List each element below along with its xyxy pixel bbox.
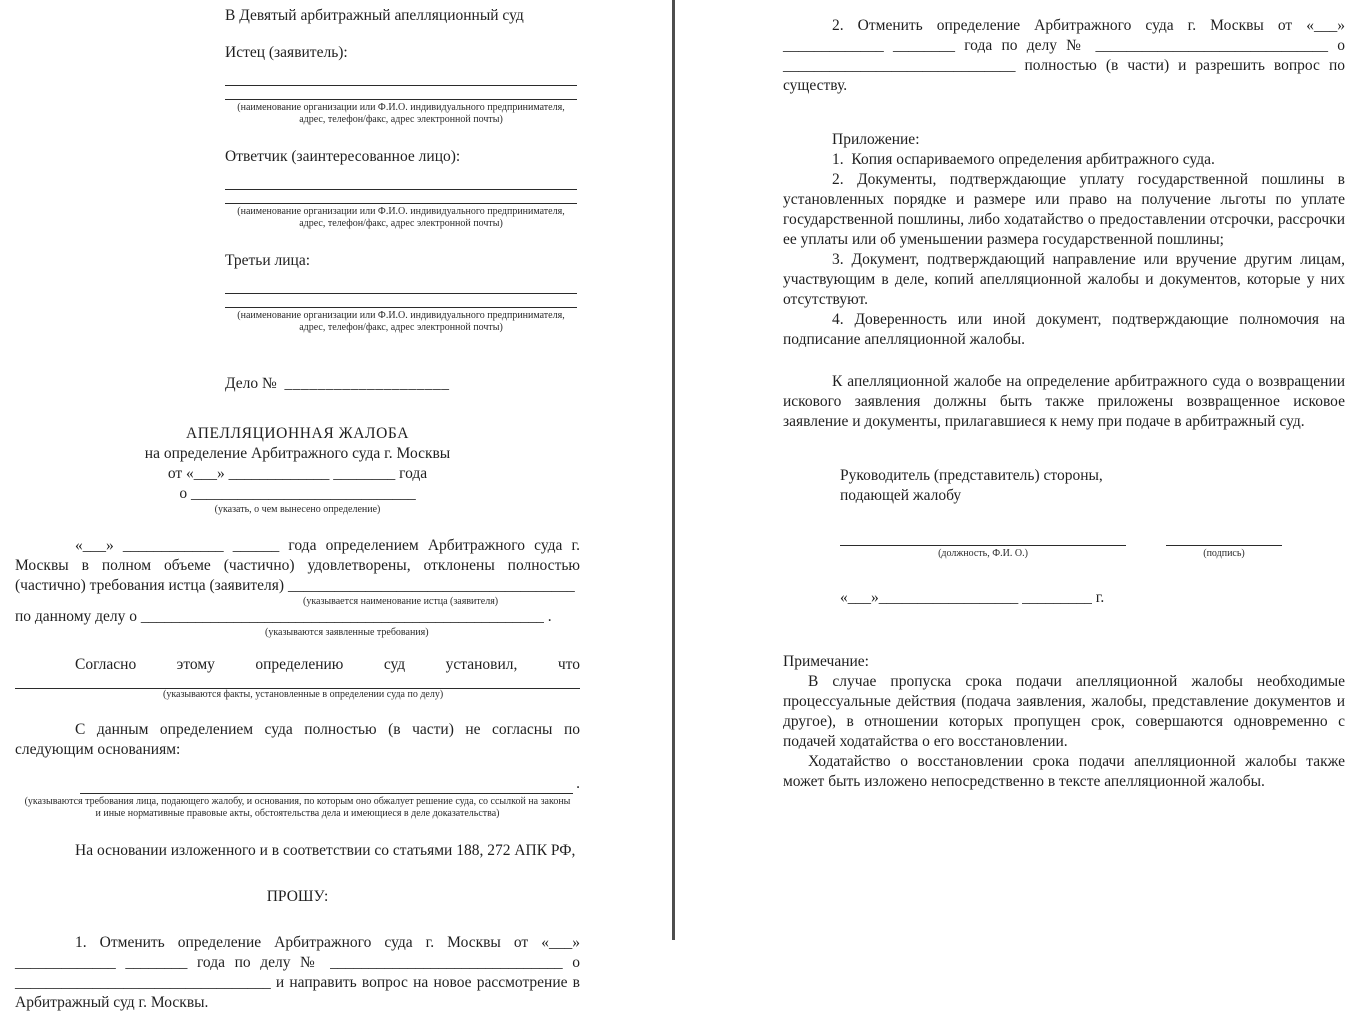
paragraph-determination-summary: «___» _____________ ______ года определением Арбитражного суда г. Москвы в полном объеме (частично) удовлетворены, отклонены полностью (частично) требования истца (заявителя) _____________________________________: [15, 536, 580, 596]
page-right: [783, 0, 1345, 792]
blank-field-line: [80, 780, 573, 794]
blank-field-line: [225, 73, 577, 86]
blank-field-line: [225, 86, 577, 100]
attachment-item: 2. Документы, подтверждающие уплату государственной пошлины в установленных порядке и размере или право на получение льготы по уплате государственной пошлины, либо ходатайство о предоставлении отсрочки, рассрочки ее уплаты или об уменьшении размера государственной пошлины;: [783, 170, 1345, 250]
blank-field-line: [225, 190, 577, 204]
grounds-blank-field: [15, 774, 580, 794]
complaint-title: АПЕЛЛЯЦИОННАЯ ЖАЛОБА: [15, 424, 580, 444]
page-divider: [672, 0, 675, 940]
page-left: [15, 0, 580, 1013]
complaint-subtitle: на определение Арбитражного суда г. Москвы: [15, 444, 580, 464]
signature-hints: [840, 548, 1345, 560]
determination-date-line: от «___» _____________ ________ года: [15, 464, 580, 484]
case-number-blank: ____________________: [285, 375, 450, 392]
signer-role-line-1: Руководитель (представитель) стороны,: [840, 466, 1345, 486]
blank-field-line: [15, 675, 580, 689]
attachment-item: 1. Копия оспариваемого определения арбитражного суда.: [783, 150, 1345, 170]
third-parties-label: Третьи лица:: [225, 251, 577, 271]
paragraph-disagreement: С данным определением суда полностью (в части) не согласны по следующим основаниям:: [15, 720, 580, 760]
respondent-label: Ответчик (заинтересованное лицо):: [225, 147, 577, 167]
blank-field-line: [225, 294, 577, 308]
note-heading: Примечание:: [783, 652, 1345, 672]
determination-subject-hint: (указать, о чем вынесено определение): [15, 504, 580, 516]
attachments-block: [783, 130, 1345, 350]
plaintiff-name-hint: (указывается наименование истца (заявителя): [303, 596, 580, 608]
court-address-block: [225, 0, 577, 394]
request-heading: ПРОШУ:: [15, 887, 580, 907]
signature-lines: [840, 532, 1345, 546]
position-name-blank-line: [840, 532, 1126, 546]
attachment-item: 4. Доверенность или иной документ, подтверждающие полномочия на подписание апелляционной жалобы.: [783, 310, 1345, 350]
position-hint: (должность, Ф.И. О.): [840, 548, 1126, 560]
signature-hint: (подпись): [1166, 548, 1282, 560]
third-parties-field-hint: (наименование организации или Ф.И.О. индивидуального предпринимателя, адрес, телефон/факс, адрес электронной почты): [225, 310, 577, 333]
paragraph-court-found: Согласно этому определению суд установил, что: [15, 655, 580, 675]
case-number-line: [225, 374, 577, 394]
complaint-title-block: [15, 424, 580, 516]
complaint-body: [15, 536, 580, 1013]
claims-hint: (указываются заявленные требования): [265, 627, 580, 639]
return-note-paragraph: К апелляционной жалобе на определение арбитражного суда о возвращении искового заявления должны быть также приложены возвращенное исковое заявление и документы, прилагавшиеся к нему при подаче в арбитражный суд.: [783, 372, 1345, 432]
grounds-period: .: [573, 774, 580, 794]
signer-role-block: [840, 466, 1345, 506]
paragraph-case-subject: по данному делу о ____________________________________________________ .: [15, 607, 580, 627]
case-number-label: Дело №: [225, 375, 277, 392]
request-item-2: 2. Отменить определение Арбитражного суда г. Москвы от «___» _____________ ________ года по делу № ______________________________ о ______________________________ полностью (в части) и разрешить вопрос по существу.: [783, 0, 1345, 96]
plaintiff-blank-field: [225, 73, 577, 100]
blank-field-line: [225, 281, 577, 294]
court-name: В Девятый арбитражный апелляционный суд: [225, 6, 577, 26]
facts-hint: (указываются факты, установленные в определении суда по делу): [163, 689, 580, 701]
attachment-item: 3. Документ, подтверждающий направление или вручение другим лицам, участвующим в деле, копий апелляционной жалобы и документов, которые у них отсутствуют.: [783, 250, 1345, 310]
plaintiff-field-hint: (наименование организации или Ф.И.О. индивидуального предпринимателя, адрес, телефон/факс, адрес электронной почты): [225, 102, 577, 125]
blank-field-line: [225, 177, 577, 190]
respondent-field-hint: (наименование организации или Ф.И.О. индивидуального предпринимателя, адрес, телефон/факс, адрес электронной почты): [225, 206, 577, 229]
third-parties-blank-field: [225, 281, 577, 308]
signature-blank-line: [1166, 532, 1282, 546]
respondent-blank-field: [225, 177, 577, 204]
signer-role-line-2: подающей жалобу: [840, 486, 1345, 506]
attachments-heading: Приложение:: [783, 130, 1345, 150]
footnote-block: [783, 652, 1345, 792]
signature-date-line: «___»__________________ _________ г.: [840, 588, 1345, 608]
request-item-1: 1. Отменить определение Арбитражного суда г. Москвы от «___» _____________ ________ года по делу № ______________________________ о _________________________________ и направить вопрос на новое рассмотрение в Арбитражный суд г. Москвы.: [15, 933, 580, 1013]
plaintiff-label: Истец (заявитель):: [225, 43, 577, 63]
note-paragraph-2: Ходатайство о восстановлении срока подачи апелляционной жалобы также может быть изложено непосредственно в тексте апелляционной жалобы.: [783, 752, 1345, 792]
note-paragraph-1: В случае пропуска срока подачи апелляционной жалобы необходимые процессуальные действия (подача заявления, жалобы, представление документов и другое), в отношении которых пропущен срок, совершаются одновременно с подачей ходатайства о его восстановлении.: [783, 672, 1345, 752]
determination-subject-line: о _____________________________: [15, 484, 580, 504]
grounds-hint: (указываются требования лица, подающего жалобу, и основания, по которым оно обжалует решение суда, со ссылкой на законы и иные нормативные правовые акты, обстоятельства дела и имеющиеся в деле доказательства): [15, 794, 580, 819]
paragraph-legal-basis: На основании изложенного и в соответствии со статьями 188, 272 АПК РФ,: [15, 841, 580, 861]
